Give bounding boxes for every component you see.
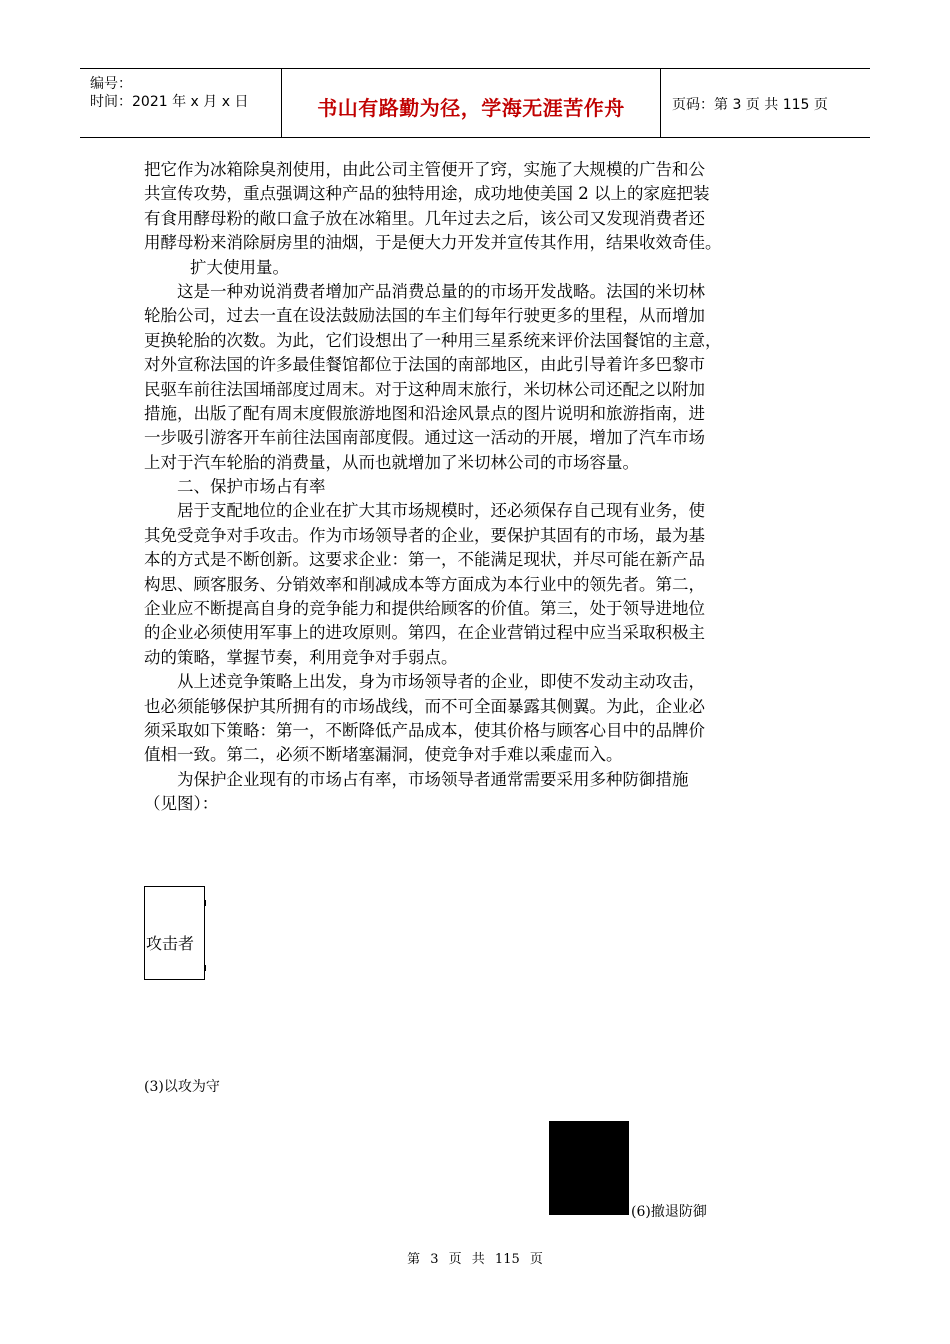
text-line: 居于支配地位的企业在扩大其市场规模时，还必须保存自己现有业务，使 xyxy=(177,501,705,521)
box-tick-mark xyxy=(204,900,206,906)
text-line: 把它作为冰箱除臭剂使用，由此公司主管便开了窍，实施了大规模的广告和公 xyxy=(144,160,705,179)
text-line: 上对于汽车轮胎的消费量，从而也就增加了米切林公司的市场容量。 xyxy=(144,452,639,472)
text-line: 本的方式是不断创新。这要求企业：第一，不能满足现状，并尽可能在新产品 xyxy=(144,550,705,570)
header-table xyxy=(80,68,870,138)
text-line: （见图）： xyxy=(144,794,219,814)
header-meta-cell xyxy=(80,69,282,137)
text-line: 从上述竞争策略上出发，身为市场领导者的企业，即使不发动主动攻击， xyxy=(177,672,705,692)
text-line: 扩大使用量。 xyxy=(190,257,289,277)
text-line: 值相一致。第二，必须不断堵塞漏洞，使竞争对手难以乘虚而入。 xyxy=(144,745,623,765)
text-line: 用酵母粉来消除厨房里的油烟，于是便大力开发并宣传其作用，结果收效奇佳。 xyxy=(144,233,722,253)
text-line: 也必须能够保护其所拥有的市场战线，而不可全面暴露其侧翼。为此，企业必 xyxy=(144,696,705,716)
date-label: 时间：2021 年 x 月 x 日 xyxy=(90,94,249,110)
header-page-cell xyxy=(662,69,870,137)
text-line: 动的策略，掌握节奏，利用竞争对手弱点。 xyxy=(144,647,458,667)
section-heading: 二、保护市场占有率 xyxy=(177,477,326,497)
box-tick-mark xyxy=(204,965,206,971)
text-line: 对外宣称法国的许多最佳餐馆都位于法国的南部地区，由此引导着许多巴黎市 xyxy=(144,355,705,375)
text-line: 为保护企业现有的市场占有率，市场领导者通常需要采用多种防御措施 xyxy=(177,769,689,789)
header-motto-cell xyxy=(282,69,661,137)
diagram-caption-3: (3)以攻为守 xyxy=(144,1079,220,1095)
text-line: 民驱车前往法国埇部度过周末。对于这种周末旅行，米切林公司还配之以附加 xyxy=(144,379,705,399)
diagram-black-box xyxy=(549,1121,629,1215)
text-line: 须采取如下策略：第一，不断降低产品成本，使其价格与顾客心目中的品牌价 xyxy=(144,720,705,740)
page-footer: 第 3 页 共 115 页 xyxy=(407,1252,543,1267)
text-line: 更换轮胎的次数。为此，它们设想出了一种用三星系统来评价法国餐馆的主意， xyxy=(144,330,722,350)
text-line: 这是一种劝说消费者增加产品消费总量的的市场开发战略。法国的米切林 xyxy=(177,281,705,301)
text-line: 轮胎公司，过去一直在设法鼓励法国的车主们每年行驶更多的里程，从而增加 xyxy=(144,306,705,326)
diagram-caption-6: (6)撤退防御 xyxy=(631,1204,707,1220)
number-label: 编号： xyxy=(90,76,132,92)
text-line: 其免受竞争对手攻击。作为市场领导者的企业，要保护其固有的市场，最为基 xyxy=(144,525,705,545)
text-line: 构思、顾客服务、分销效率和削减成本等方面成为本行业中的领先者。第二， xyxy=(144,574,705,594)
text-line: 企业应不断提高自身的竞争能力和提供给顾客的价值。第三，处于领导进地位 xyxy=(144,599,705,619)
text-line: 一步吸引游客开车前往法国南部度假。通过这一活动的开展，增加了汽车市场 xyxy=(144,428,705,448)
text-line: 共宣传攻势，重点强调这种产品的独特用途，成功地使美国 2 以上的家庭把装 xyxy=(144,184,710,204)
page-info: 页码：第 3 页 共 115 页 xyxy=(672,97,828,113)
attacker-box xyxy=(144,886,205,980)
body-text xyxy=(144,158,804,817)
text-line: 的企业必须使用军事上的进攻原则。第四，在企业营销过程中应当采取积极主 xyxy=(144,623,705,643)
motto-text: 书山有路勤为径，学海无涯苦作舟 xyxy=(317,96,625,120)
text-line: 有食用酵母粉的敞口盒子放在冰箱里。几年过去之后，该公司又发现消费者还 xyxy=(144,208,705,228)
attacker-label: 攻击者 xyxy=(146,934,195,953)
text-line: 措施，出版了配有周末度假旅游地图和沿途风景点的图片说明和旅游指南，进 xyxy=(144,403,705,423)
